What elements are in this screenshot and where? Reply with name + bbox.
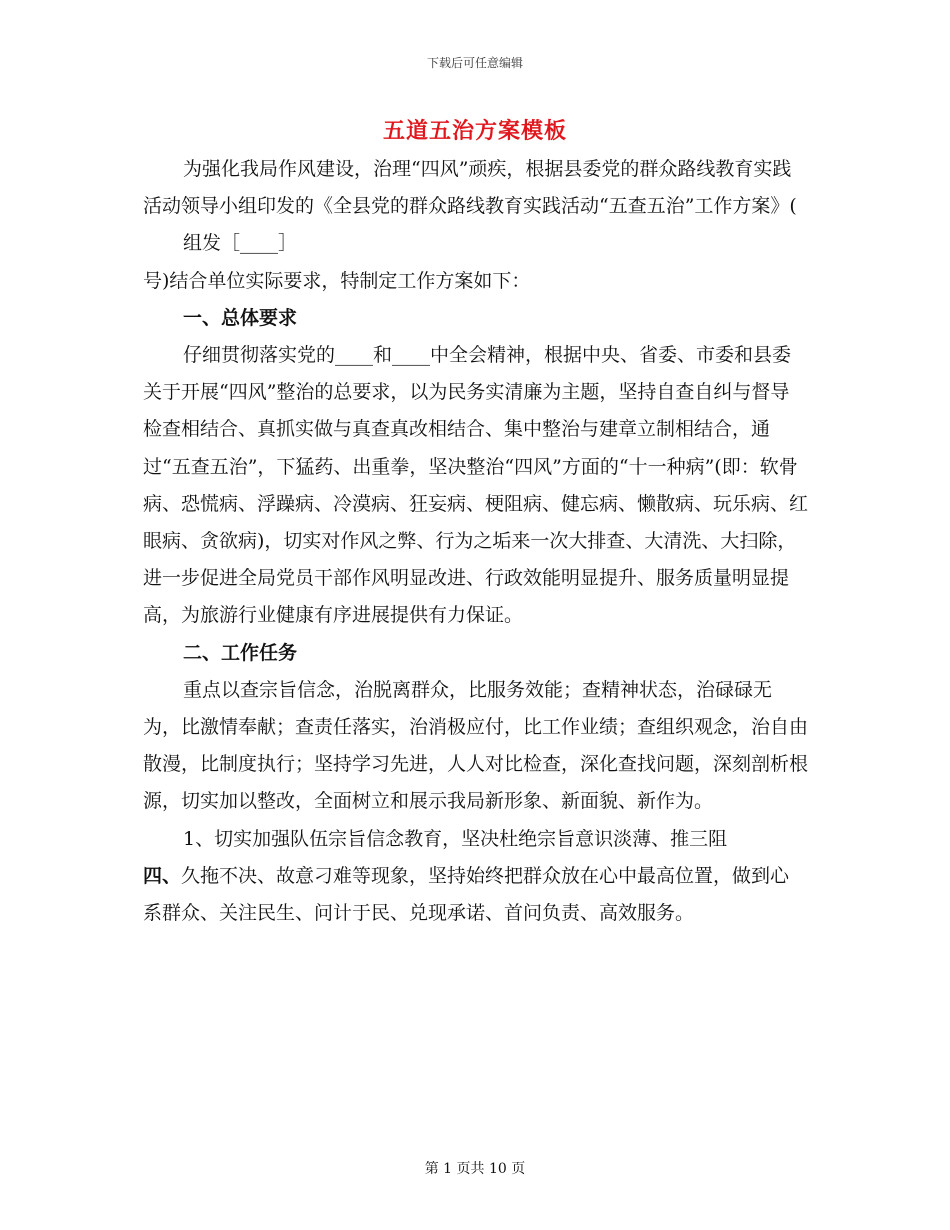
document-body — [143, 151, 808, 932]
item-1-continuation — [143, 858, 808, 932]
section-2-paragraph: 重点以查宗旨信念，治脱离群众，比服务效能；查精神状态，治碌碌无为，比激情奉献；查责任落实，治消极应付，比工作业绩；查组织观念，治自由散漫，比制度执行；坚持学习先进，人人对比检查，深化查找问题，深刻剖析根源，切实加以整改，全面树立和展示我局新形象、新面貌、新作为。 — [143, 678, 809, 813]
header-note: 下载后可任意编辑 — [426, 56, 523, 70]
page-footer: 第 1 页共 10 页 — [424, 1161, 526, 1177]
item-1-continuation-text: 久拖不决、故意刁难等现象，坚持始终把群众放在心中最高位置，做到心系群众、关注民生、问计于民、兑现承诺、首问负责、高效服务。 — [143, 864, 790, 925]
intro-paragraph-2: 组发［____］ — [183, 232, 298, 255]
section-heading-1: 一、总体要求 — [183, 306, 298, 329]
section-1-paragraph: 仔细贯彻落实党的____和____中全会精神，根据中央、省委、市委和县委关于开展“四风”整治的总要求，以为民务实清廉为主题，坚持自查自纠与督导检查相结合、真抓实做与真查真改相结合、集中整治与建章立制相结合，通过“五查五治”，下猛药、出重拳，坚决整治“四风”方面的“十一种病”(即：软骨病、恐慌病、浮躁病、冷漠病、狂妄病、梗阻病、健忘病、懒散病、玩乐病、红眼病、贪欲病)，切实对作风之弊、行为之垢来一次大排查、大清洗、大扫除，进一步促进全局党员干部作风明显改进、行政效能明显提升、服务质量明显提高，为旅游行业健康有序进展提供有力保证。 — [143, 344, 809, 627]
item-1-bold-marker: 四、 — [143, 864, 182, 887]
intro-paragraph-3: 号)结合单位实际要求，特制定工作方案如下： — [143, 269, 531, 292]
section-heading-2: 二、工作任务 — [183, 641, 298, 664]
item-1-paragraph: 1、切实加强队伍宗旨信念教育，坚决杜绝宗旨意识淡薄、推三阻 — [183, 827, 728, 850]
intro-paragraph-1: 为强化我局作风建设，治理“四风”顽疾，根据县委党的群众路线教育实践活动领导小组印发的《全县党的群众路线教育实践活动“五查五治”工作方案》( — [143, 158, 797, 218]
document-title: 五道五治方案模板 — [382, 118, 567, 144]
